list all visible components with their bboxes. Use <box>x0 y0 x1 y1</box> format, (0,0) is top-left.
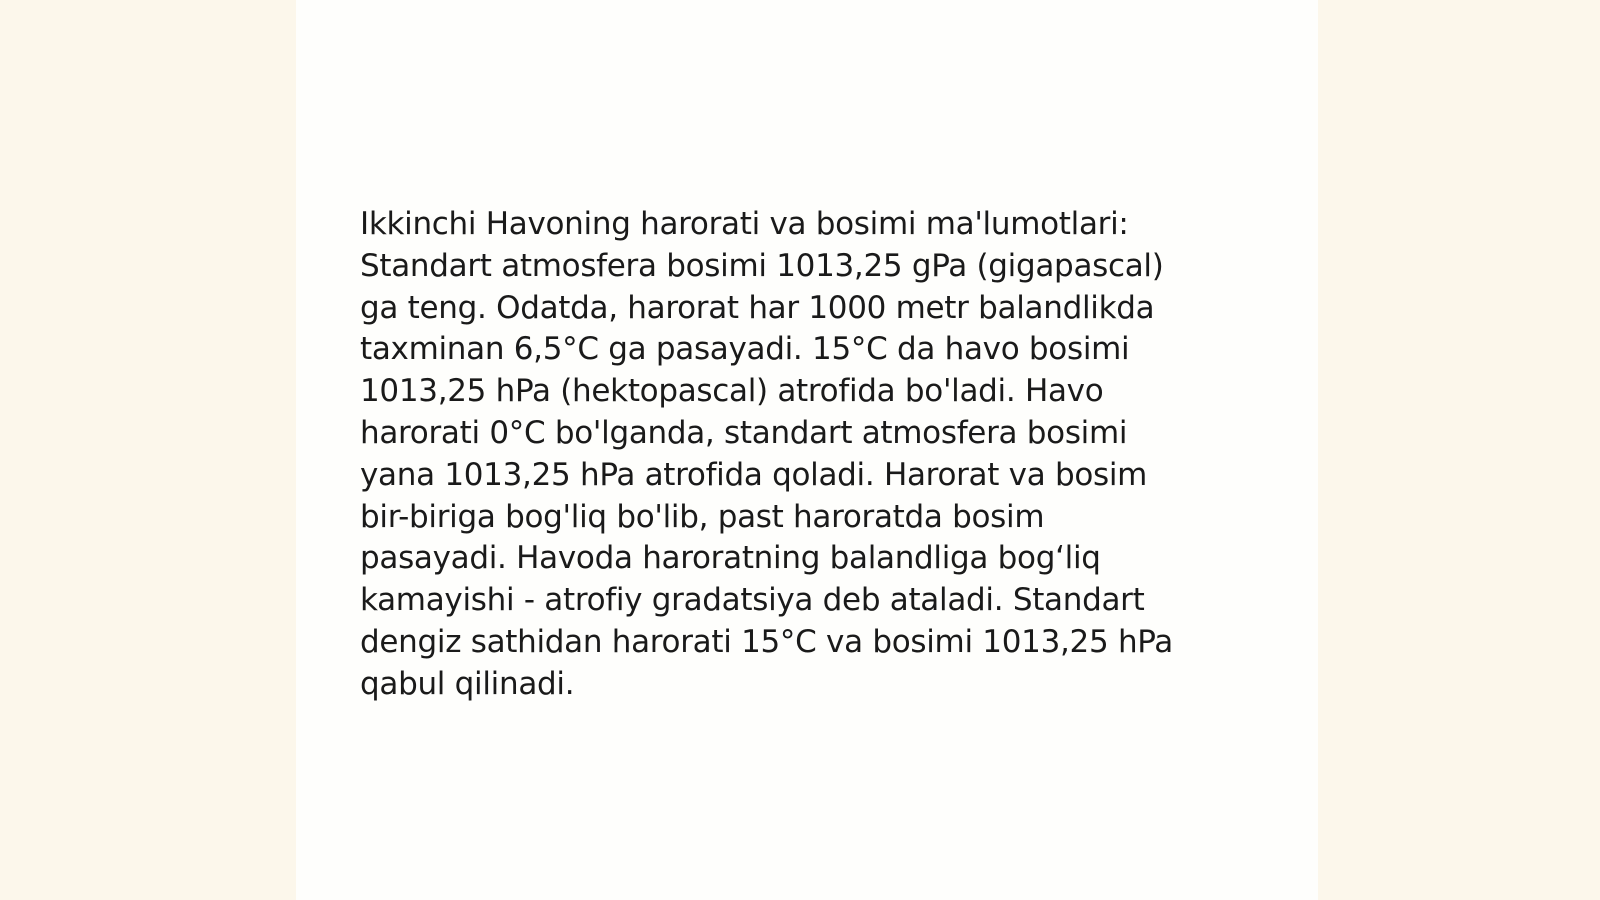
text-line: harorati 0°C bo'lganda, standart atmosfera bosimi <box>360 414 1128 451</box>
body-paragraph <box>360 204 1240 706</box>
text-line: Ikkinchi Havoning harorati va bosimi ma'lumotlari: <box>360 206 1129 242</box>
text-line: taxminan 6,5°C ga pasayadi. 15°C da havo bosimi <box>360 331 1130 368</box>
text-line: bir-biriga bog'liq bo'lib, past haroratda bosim <box>360 498 1045 535</box>
text-line: dengiz sathidan harorati 15°C va bosimi 1013,25 hPa <box>360 623 1173 660</box>
text-line: kamayishi - atrofiy gradatsiya deb ataladi. Standart <box>360 582 1145 619</box>
text-line: pasayadi. Havoda haroratning balandliga bog‘liq <box>360 540 1101 577</box>
text-line: ga teng. Odatda, harorat har 1000 metr balandlikda <box>360 289 1155 326</box>
text-line: 1013,25 hPa (hektopascal) atrofida bo'ladi. Havo <box>360 373 1104 410</box>
text-line: qabul qilinadi. <box>360 665 575 702</box>
text-line: yana 1013,25 hPa atrofida qoladi. Harorat va bosim <box>360 456 1148 493</box>
document-page <box>296 0 1318 900</box>
text-line: Standart atmosfera bosimi 1013,25 gPa (gigapascal) <box>360 247 1164 284</box>
